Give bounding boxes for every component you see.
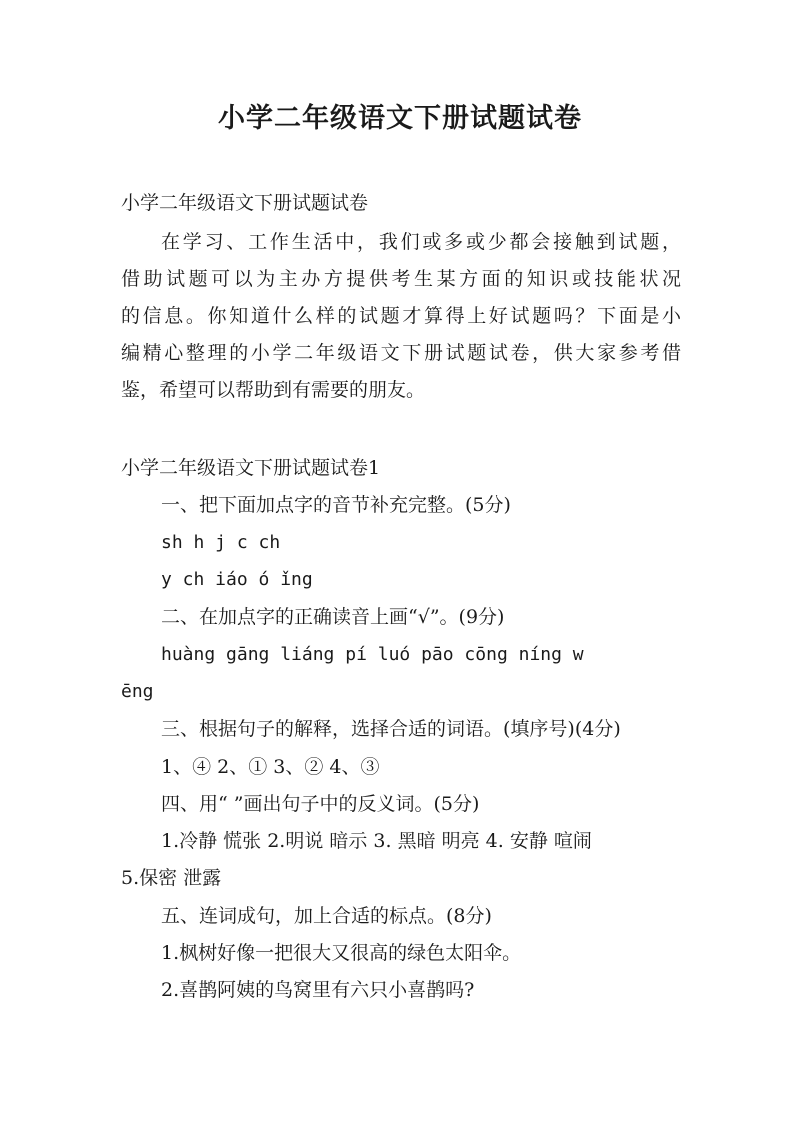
question-1-line-2: y ch iáo ó ǐng	[161, 569, 313, 590]
question-1-line-1: sh h j c ch	[161, 532, 281, 553]
document-subtitle: 小学二年级语文下册试题试卷	[121, 192, 369, 214]
question-5-heading: 五、连词成句，加上合适的标点。(8分)	[161, 905, 492, 927]
intro-line-3: 的信息。你知道什么样的试题才算得上好试题吗？下面是小	[121, 305, 681, 327]
question-3-heading: 三、根据句子的解释，选择合适的词语。(填序号)(4分)	[161, 718, 621, 740]
question-1-heading: 一、把下面加点字的音节补充完整。(5分)	[161, 494, 511, 516]
intro-line-1: 在学习、工作生活中，我们或多或少都会接触到试题，	[161, 231, 681, 253]
question-2-line-2: ēng	[121, 681, 154, 702]
question-4-line-2: 5.保密 泄露	[121, 867, 222, 889]
question-3-answer: 1、④ 2、① 3、② 4、③	[161, 756, 380, 778]
question-4-line-1: 1.冷静 慌张 2.明说 暗示 3. 黑暗 明亮 4. 安静 喧闹	[161, 830, 592, 852]
question-2-heading: 二、在加点字的正确读音上画“√”。(9分)	[161, 606, 505, 628]
intro-line-4: 编精心整理的小学二年级语文下册试题试卷，供大家参考借	[121, 342, 681, 364]
document-title: 小学二年级语文下册试题试卷	[218, 103, 582, 134]
question-5-line-1: 1.枫树好像一把很大又很高的绿色太阳伞。	[161, 942, 522, 964]
intro-line-2: 借助试题可以为主办方提供考生某方面的知识或技能状况	[121, 268, 681, 290]
question-4-heading: 四、用“ ”画出句子中的反义词。(5分)	[161, 793, 480, 815]
intro-line-5: 鉴，希望可以帮助到有需要的朋友。	[121, 379, 426, 401]
section-heading: 小学二年级语文下册试题试卷1	[121, 457, 381, 479]
question-2-line-1: huàng gāng liáng pí luó pāo cōng níng w	[161, 644, 584, 665]
question-5-line-2: 2.喜鹊阿姨的鸟窝里有六只小喜鹊吗?	[161, 979, 475, 1001]
